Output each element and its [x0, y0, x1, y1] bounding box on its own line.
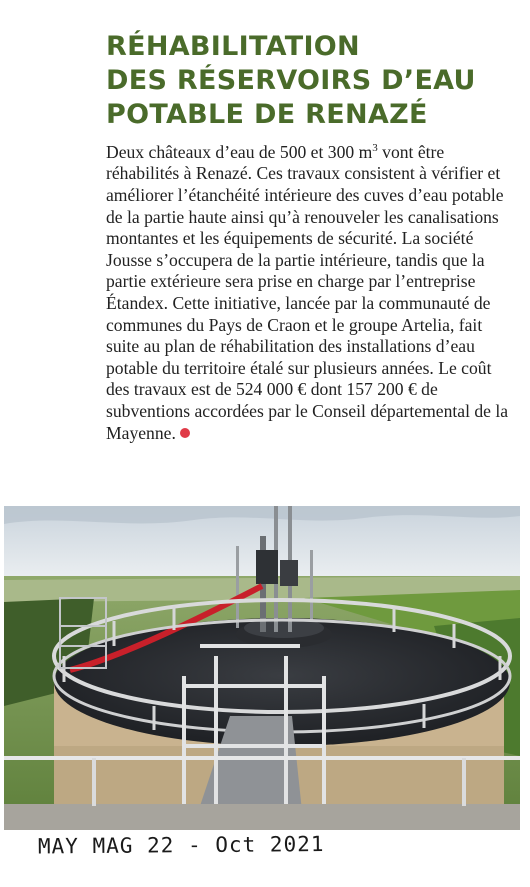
water-tower-illustration [4, 506, 520, 830]
article-title-line-1: RÉHABILITATION [106, 31, 360, 62]
article-title-line-3: POTABLE DE RENAZÉ [106, 99, 428, 130]
article-title-line-2: DES RÉSERVOIRS D’EAU [106, 65, 476, 96]
article-title [106, 30, 526, 132]
article-body-part-2: vont être réhabilités à Renazé. Ces travaux consistent à vérifier et améliorer l’étanchéité intérieure des cuves d’eau potable de la partie haute ainsi qu’à renouveler les canalisations montantes et les équipements de sécurité. La société Jousse s’occupera de la partie intérieure, tandis que la partie extérieure sera prise en charge par l’entreprise Étandex. Cette initiative, lancée par la communauté de communes du Pays de Craon et le groupe Artelia, fait suite au plan de réhabilitation des installations d’eau potable du territoire étalé sur plusieurs années. Le coût des travaux est de 524 000 € dont 157 200 € de subventions accordées par le Conseil départemental de la Mayenne. [106, 141, 509, 443]
article-body [106, 138, 518, 444]
water-tower-photo [4, 506, 520, 830]
handwritten-source-note: MAY MAG 22 - Oct 2021 [37, 831, 325, 859]
end-of-article-dot-icon [180, 428, 190, 438]
article-body-part-1: Deux châteaux d’eau de 500 et 300 m [106, 141, 373, 162]
cubic-superscript: 3 [372, 142, 378, 154]
